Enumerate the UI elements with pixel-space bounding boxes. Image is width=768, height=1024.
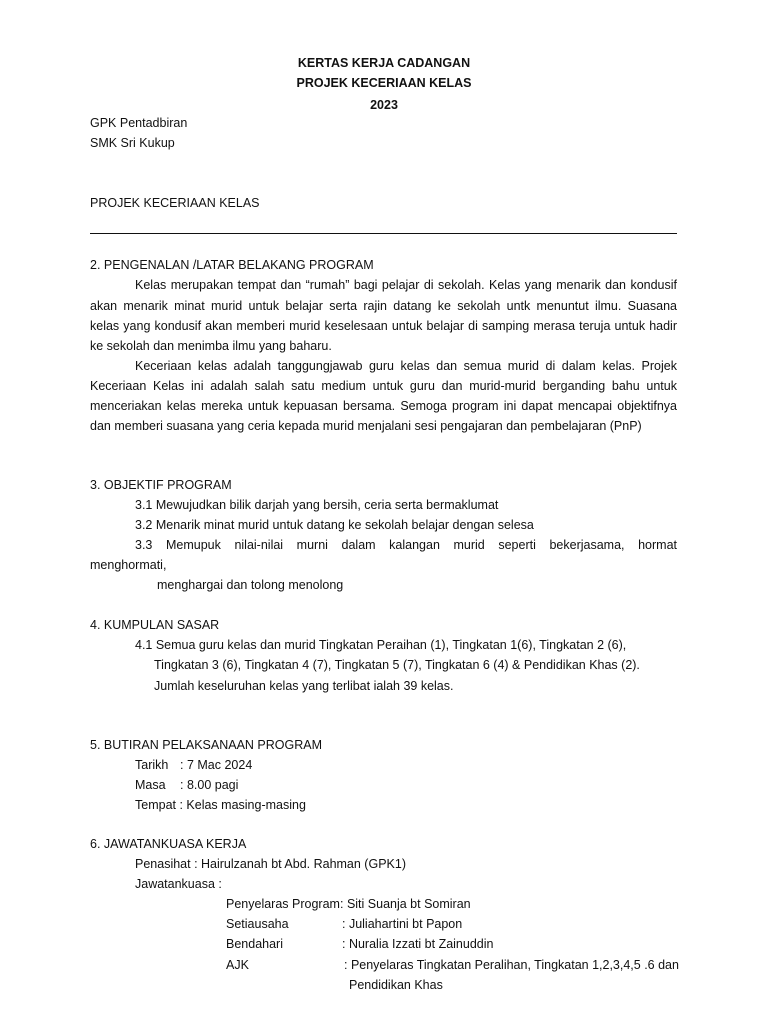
subject-line: PROJEK KECERIAAN KELAS — [90, 196, 260, 210]
doc-year: 2023 — [370, 98, 398, 112]
tempat-line: Tempat : Kelas masing-masing — [135, 798, 306, 812]
committee-name-cont: Pendidikan Khas — [349, 978, 443, 992]
objective-item-cont: menghargai dan tolong menolong — [157, 578, 344, 592]
para-2-line: Keceriaan kelas adalah tanggungjawab guru kelas dan semua murid di dalam kelas. Projek — [135, 359, 677, 373]
section-6-heading: 6. JAWATANKUASA KERJA — [90, 837, 247, 851]
target-line: Jumlah keseluruhan kelas yang terlibat ialah 39 kelas. — [154, 679, 454, 693]
addressee-line-2: SMK Sri Kukup — [90, 136, 175, 150]
addressee-line-1: GPK Pentadbiran — [90, 116, 188, 130]
committee-role: Setiausaha — [226, 917, 289, 931]
objective-item-cont: menghormati, — [90, 558, 167, 572]
tarikh-value: : 7 Mac 2024 — [180, 758, 253, 772]
divider-rule — [90, 233, 677, 234]
committee-name: : Juliahartini bt Papon — [342, 917, 463, 931]
target-line: Tingkatan 3 (6), Tingkatan 4 (7), Tingkatan 5 (7), Tingkatan 6 (4) & Pendidikan Khas (2). — [154, 658, 640, 672]
para-2-line: menceriakan kelas mereka untuk kepuasan bersama. Semoga program ini dapat mencapai objektifnya — [90, 399, 677, 413]
penasihat-line: Penasihat : Hairulzanah bt Abd. Rahman (GPK1) — [135, 857, 406, 871]
para-1-line: kelas yang kondusif akan memberi murid keselesaan untuk belajar di samping merasa teruja untuk hadir — [90, 319, 677, 333]
committee-role: Penyelaras Program — [226, 897, 340, 911]
para-2-line: dan memberi suasana yang ceria kepada murid menjalani sesi pengajaran dan pembelajaran (PnP) — [90, 419, 642, 433]
doc-title: KERTAS KERJA CADANGAN — [297, 56, 471, 70]
section-4-heading: 4. KUMPULAN SASAR — [90, 618, 220, 632]
objective-item: 3.1 Mewujudkan bilik darjah yang bersih, ceria serta bermaklumat — [135, 498, 499, 512]
committee-role: Bendahari — [226, 937, 283, 951]
para-2-line: Keceriaan Kelas ini adalah salah satu medium untuk guru dan murid-murid berganding bahu untuk — [90, 379, 677, 393]
objective-item: 3.2 Menarik minat murid untuk datang ke sekolah belajar dengan selesa — [135, 518, 534, 532]
committee-name: : Penyelaras Tingkatan Peralihan, Tingkatan 1,2,3,4,5 .6 dan — [344, 958, 679, 972]
para-1-line: akan menarik minat murid untuk belajar serta rajin datang ke sekolah untk menuntut ilmu. Suasana — [90, 299, 677, 313]
tarikh-label: Tarikh — [135, 758, 169, 772]
para-1-line: ke sekolah dan menimba ilmu yang baharu. — [90, 339, 332, 353]
section-5-heading: 5. BUTIRAN PELAKSANAAN PROGRAM — [90, 738, 323, 752]
jawatankuasa-label: Jawatankuasa : — [135, 877, 222, 891]
committee-name: : Siti Suanja bt Somiran — [340, 897, 471, 911]
committee-name: : Nuralia Izzati bt Zainuddin — [342, 937, 494, 951]
section-2-heading: 2. PENGENALAN /LATAR BELAKANG PROGRAM — [90, 258, 374, 272]
objective-item: 3.3 Memupuk nilai-nilai murni dalam kalangan murid seperti bekerjasama, hormat — [135, 538, 677, 552]
committee-role: AJK — [226, 958, 249, 972]
doc-subtitle: PROJEK KECERIAAN KELAS — [296, 76, 472, 90]
target-line: 4.1 Semua guru kelas dan murid Tingkatan Peraihan (1), Tingkatan 1(6), Tingkatan 2 (6), — [135, 638, 627, 652]
section-3-heading: 3. OBJEKTIF PROGRAM — [90, 478, 232, 492]
masa-value: : 8.00 pagi — [180, 778, 239, 792]
masa-label: Masa — [135, 778, 166, 792]
para-1-line: Kelas merupakan tempat dan “rumah” bagi pelajar di sekolah. Kelas yang menarik dan kondusif — [135, 278, 677, 292]
